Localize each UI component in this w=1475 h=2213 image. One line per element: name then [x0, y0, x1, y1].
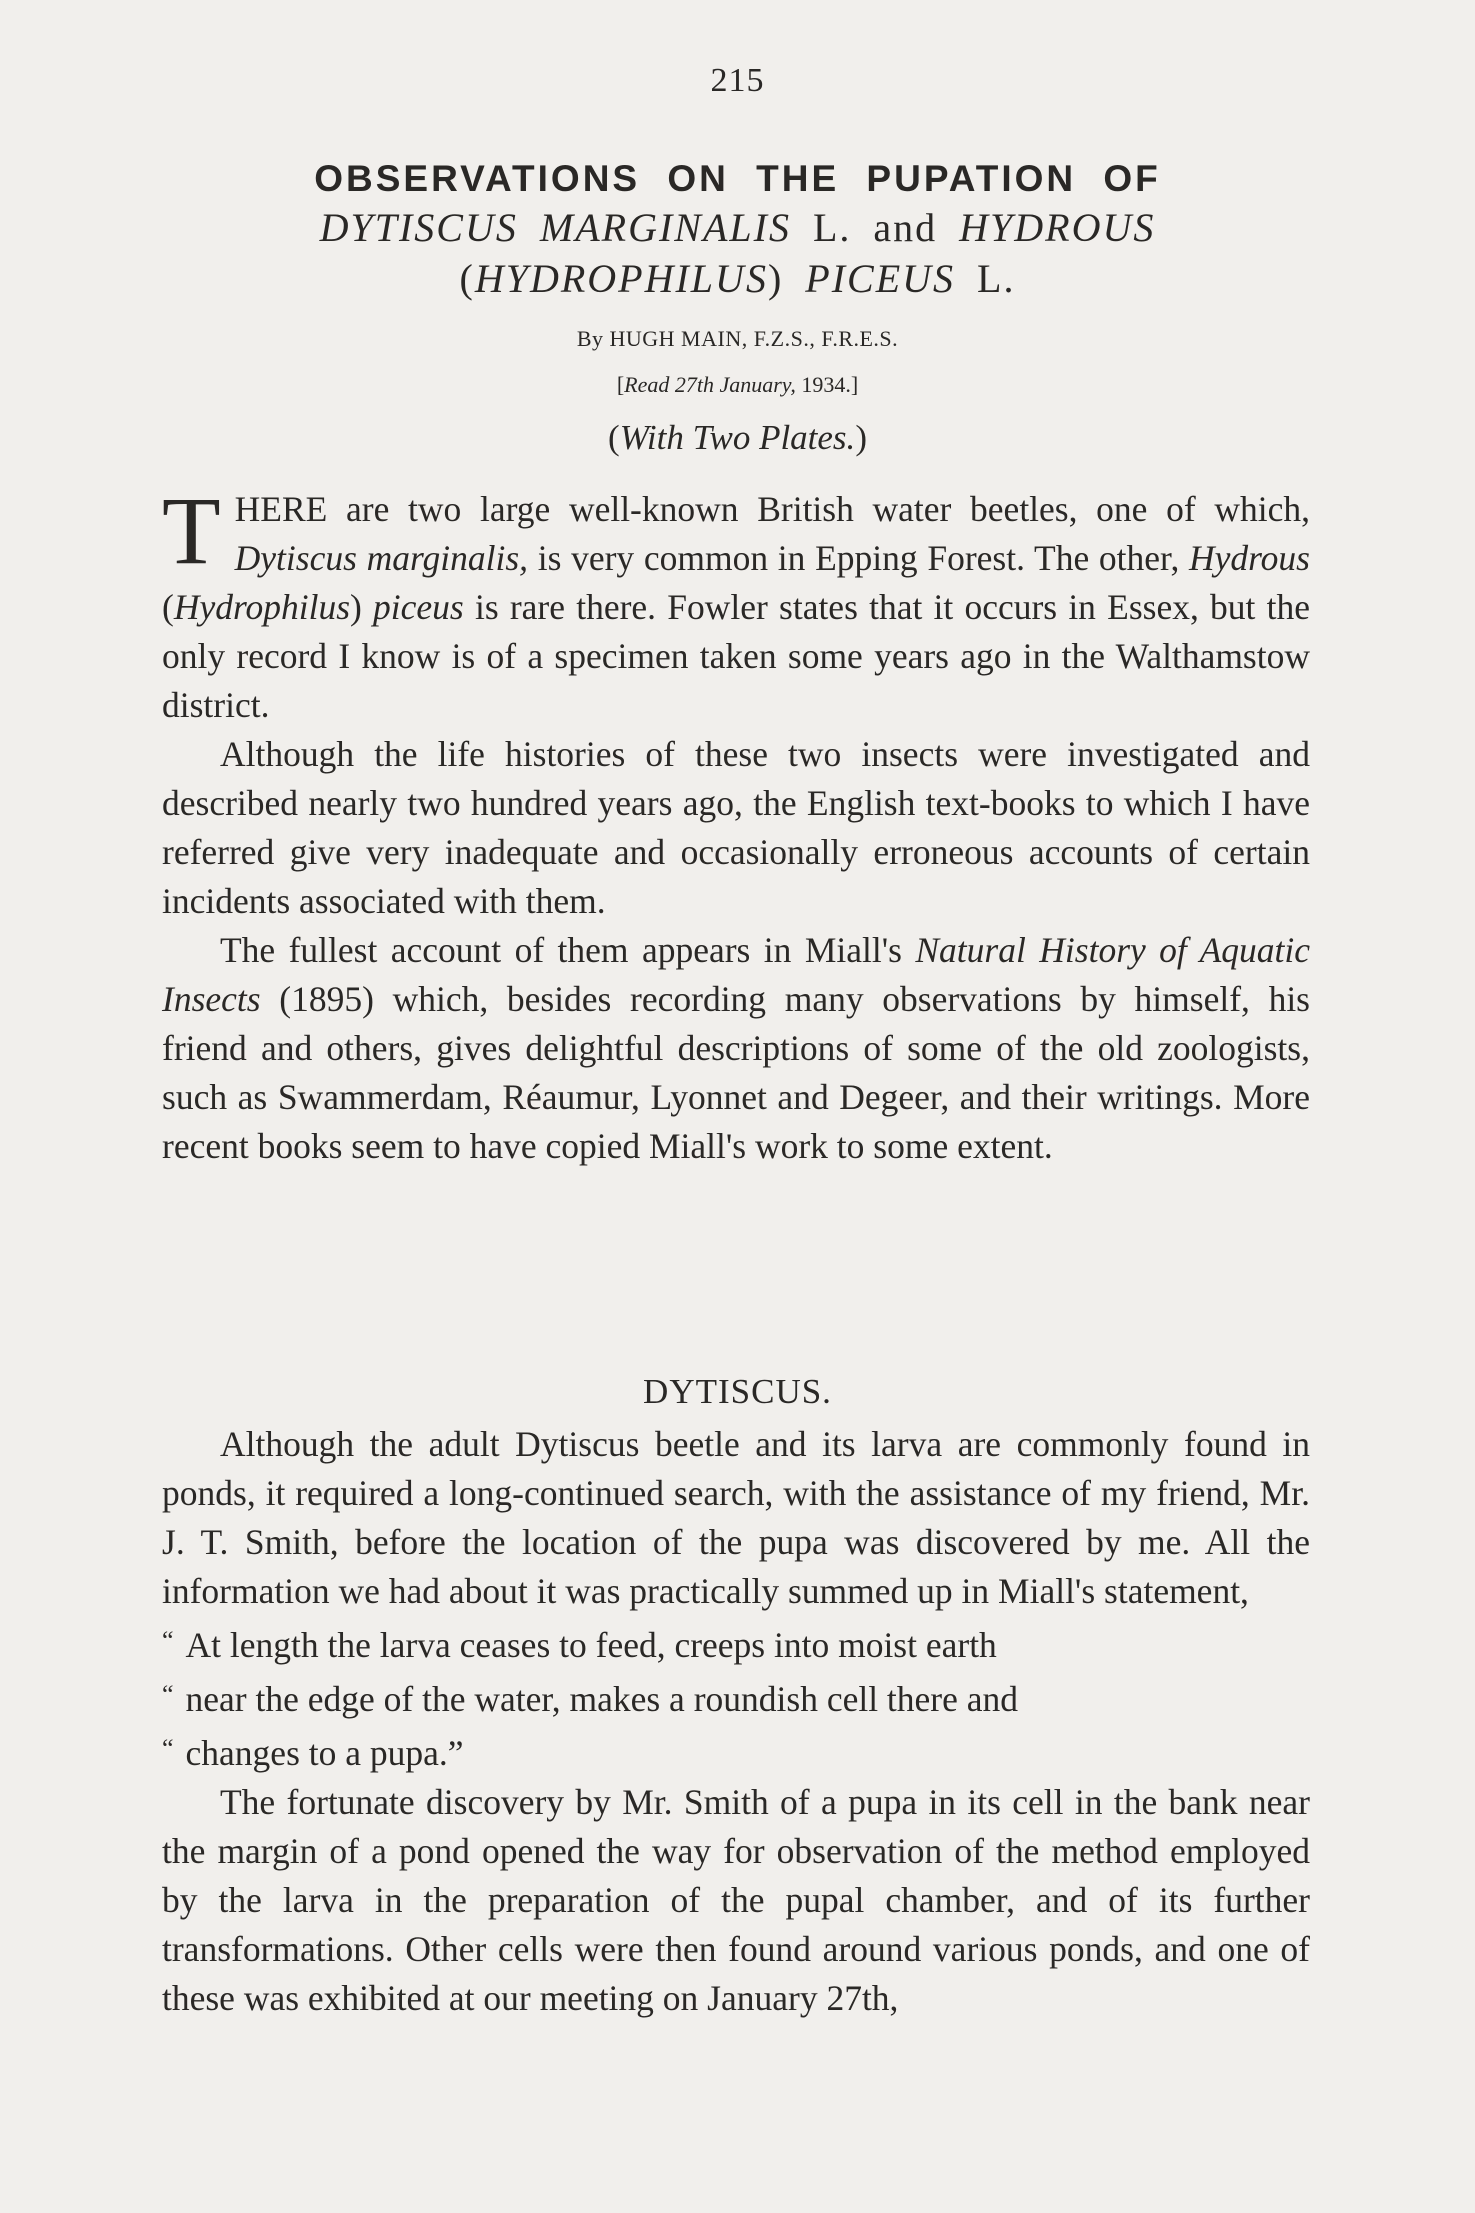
title-epithet: PICEUS	[805, 256, 956, 301]
paragraph-4: Although the adult Dytiscus beetle and its larva are commonly found in ponds, it required a long-continued search, with the assistance of my friend, Mr. J. T. Smith, before the location of the pupa was discovered by me. All the information we had about it was practically summed up in Miall's statement,	[162, 1424, 1310, 1611]
p3-text-c: (1895) which, besides recording many observations by himself, his friend and others, gives delightful descriptions of some of the old zoologists, such as Swammerdam, Réaumur, Lyonnet and Degeer, and their writings. More recent books seem to have copied Miall's work to some extent.	[162, 979, 1310, 1166]
plates-label: With Two Plates.	[619, 418, 856, 457]
quote-line	[162, 1616, 1310, 1670]
plates-note	[0, 418, 1475, 458]
title-species-2: HYDROUS	[959, 205, 1156, 250]
title-synonym: HYDROPHILUS	[474, 256, 768, 301]
quote-line-1: At length the larva ceases to feed, creeps into moist earth	[185, 1625, 997, 1665]
quote-line	[162, 1724, 1310, 1778]
plates-close: )	[855, 418, 867, 457]
paragraph-1	[162, 477, 1310, 730]
paragraph-3	[162, 926, 1310, 1171]
read-bracket: [	[616, 372, 625, 397]
paragraph-5: The fortunate discovery by Mr. Smith of a pupa in its cell in the bank near the margin of a pond opened the way for observation of the method employed by the larva in the preparation of the pupal chamber, and of its further transformations. Other cells were then found around various ponds, and one of these was exhibited at our meeting on January 27th,	[162, 1782, 1310, 2018]
p1-text-c: is very common in Epping Forest. The other,	[528, 538, 1190, 578]
read-year: 1934.]	[795, 372, 859, 397]
quotation	[162, 1616, 1310, 1778]
title-connector: L. and	[790, 205, 960, 250]
quote-line-3: changes to a pupa.”	[185, 1733, 464, 1773]
read-date	[0, 372, 1475, 398]
quote-mark: “	[162, 1734, 174, 1763]
title-species-1: DYTISCUS MARGINALIS	[319, 205, 791, 250]
title-paren-open: (	[459, 256, 475, 301]
paragraph-2: Although the life histories of these two insects were investigated and described nearly two hundred years ago, the English text-books to which I have referred give very inadequate and occasionally erroneous accounts of certain incidents associated with them.	[162, 734, 1310, 921]
body-text-dytiscus	[162, 1420, 1310, 2023]
p1-text-a: HERE are two large well-known British water beetles, one of which,	[234, 489, 1310, 529]
quote-mark: “	[162, 1626, 174, 1655]
title-line-2	[0, 204, 1475, 251]
p3-book-title: Natural History of Aquatic Insects	[162, 930, 1310, 1019]
read-label: Read 27th January,	[624, 372, 796, 397]
title-line-3	[0, 255, 1475, 302]
quote-line-2: near the edge of the water, makes a roundish cell there and	[185, 1679, 1019, 1719]
drop-cap: T	[162, 477, 221, 584]
title-line-1: OBSERVATIONS ON THE PUPATION OF	[314, 158, 1161, 199]
section-heading: DYTISCUS.	[643, 1372, 832, 1411]
page-number: 215	[710, 62, 765, 99]
p1-species-piceus: piceus	[373, 587, 464, 627]
body-text-intro	[162, 477, 1310, 1171]
title-author: L.	[955, 256, 1016, 301]
p1-species-dytiscus: Dytiscus marginalis,	[234, 538, 529, 578]
quote-mark: “	[162, 1680, 174, 1709]
p1-species-hydrous: Hydrous	[1189, 538, 1310, 578]
p1-species-hydrophilus: Hydrophilus	[173, 587, 351, 627]
author-byline: By HUGH MAIN, F.Z.S., F.R.E.S.	[576, 326, 899, 351]
plates-open: (	[608, 418, 620, 457]
p1-text-e: (	[162, 587, 174, 627]
quote-line	[162, 1670, 1310, 1724]
p1-text-i: is rare there. Fowler states that it occurs in Essex, but the only record I know is of a specimen taken some years ago in the Walthamstow district.	[162, 587, 1310, 725]
p1-text-g: )	[350, 587, 374, 627]
title-paren-close: )	[767, 256, 806, 301]
p3-text-a: The fullest account of them appears in Miall's	[220, 930, 916, 970]
